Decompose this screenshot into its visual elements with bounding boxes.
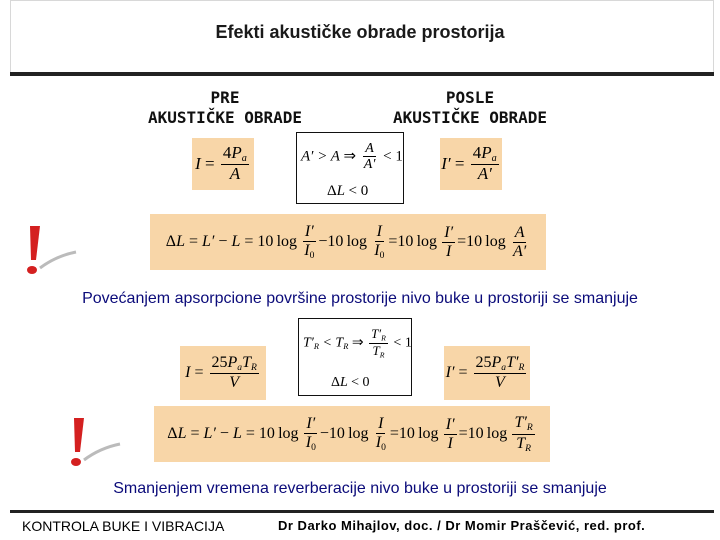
exclamation-icon	[16, 222, 78, 278]
heading-before	[110, 88, 340, 128]
heading-before-line1: PRE	[210, 88, 240, 107]
heading-after-line2: AKUSTIČKE OBRADE	[392, 108, 548, 127]
formula-intensity-before: I = $\frac{4P_a}{A}$	[192, 138, 254, 190]
formula-level-difference-tr: Δ L = L′ − L = 10 log $\frac{I'}{I_0}$ −10 log $\frac{I}{I_0}$ =10 log $\frac{I'}{I}$ =10 log $\frac{T'_R}{T_R}$	[154, 406, 550, 462]
heading-after-line1: POSLE	[445, 88, 495, 107]
exclamation-icon	[60, 414, 122, 470]
footer-authors: Dr Darko Mihajlov, doc. / Dr Momir Praščević, red. prof.	[278, 518, 646, 533]
page-title: Efekti akustičke obrade prostorija	[215, 22, 505, 42]
formula-level-difference-area: Δ L = L′ − L = 10 log $\frac{I'}{I_0}$ −10 log $\frac{I}{I_0}$ =10 log $\frac{I'}{I}$ =10 log $\frac{A}{A'}$	[150, 214, 546, 270]
statement-absorption: Povećanjem apsorpcione površine prostorije nivo buke u prostoriji se smanjuje	[82, 290, 638, 307]
formula-intensity-tr-before: I = $\frac{25P_aT_R}{V}$	[180, 346, 266, 400]
footer-course: KONTROLA BUKE I VIBRACIJA	[22, 518, 225, 534]
formula-condition-a: A′ > A ⇒ $\frac{A}{A'}$ < 1 ΔL < 0	[296, 132, 404, 204]
heading-before-line2: AKUSTIČKE OBRADE	[147, 108, 303, 127]
heading-after	[360, 88, 580, 128]
formula-intensity-tr-after: I′ = $\frac{25P_aT'_R}{V}$	[444, 346, 530, 400]
title-divider	[10, 72, 714, 76]
statement-reverberation: Smanjenjem vremena reverberacije nivo buke u prostoriji se smanjuje	[113, 480, 607, 497]
formula-intensity-after: I′ = $\frac{4P_a}{A'}$	[440, 138, 502, 190]
formula-condition-tr: $T'_R < T_R$ ⇒ $\frac{T'_R}{T_R}$ < 1 ΔL < 0	[298, 318, 412, 396]
footer-divider	[10, 510, 714, 513]
